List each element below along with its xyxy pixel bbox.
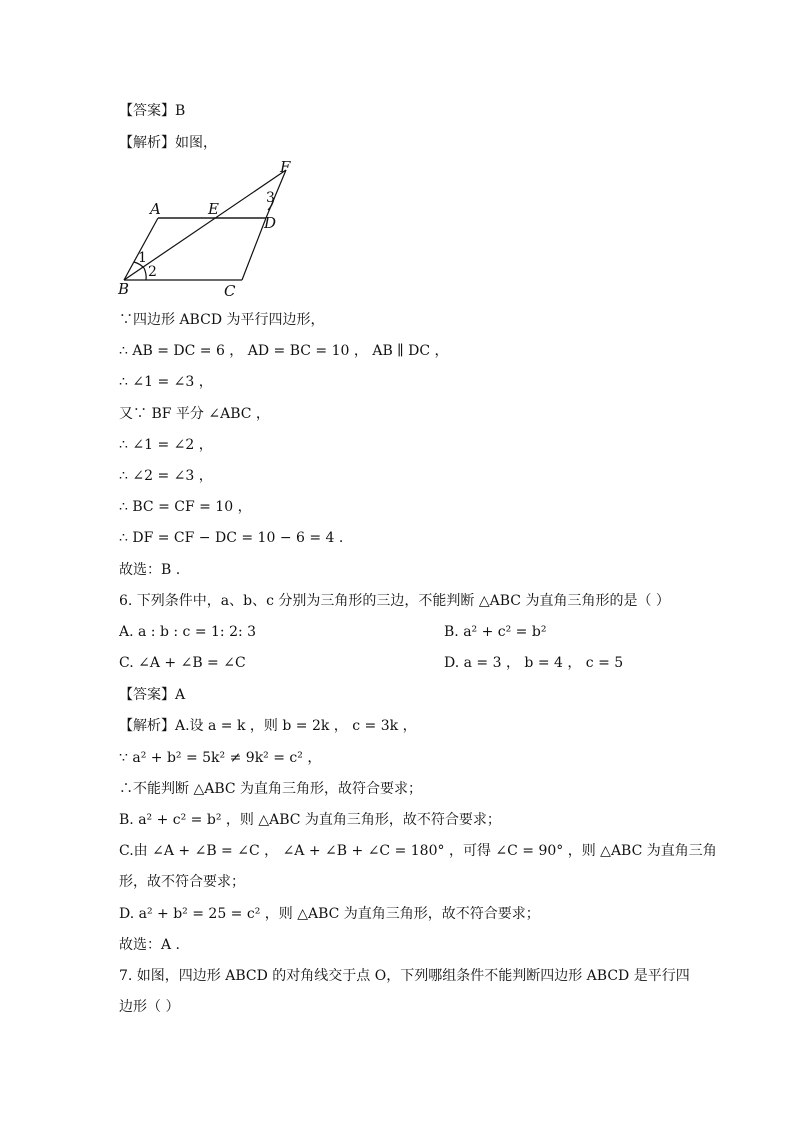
analysis-intro-q5: 【解析】如图， [119,135,217,151]
q5-step-2: ∴ AB = DC = 6 ， AD = BC = 10 ， AB ∥ DC ， [119,343,449,359]
q7-question-line-1: 7. 如图，四边形 ABCD 的对角线交于点 O，下列哪组条件不能判断四边形 ABCD 是平行四 [119,968,690,984]
q6-option-c: C. ∠A + ∠B = ∠C [119,655,246,671]
q6-option-b: B. a² + c² = b² [444,624,547,640]
label-e: E [208,200,219,218]
q5-step-3: ∴ ∠1 = ∠3 ， [119,374,213,390]
q6-analysis-5: C.由 ∠A + ∠B = ∠C ， ∠A + ∠B + ∠C = 180° ，可得 ∠C = 90° ，则 △ABC 为直角三角 [119,843,717,859]
answer-q6: 【答案】A [119,687,186,703]
q6-analysis-4: B. a² + c² = b² ，则 △ABC 为直角三角形，故不符合要求； [119,812,501,828]
q6-analysis-6: 形，故不符合要求； [119,874,245,890]
q5-step-8: ∴ DF = CF − DC = 10 − 6 = 4 . [119,530,344,546]
q5-step-1: ∵四边形 ABCD 为平行四边形， [119,312,325,328]
q6-analysis-7: D. a² + b² = 25 = c² ，则 △ABC 为直角三角形，故不符合要求； [119,906,540,922]
label-angle-3: 3 [266,190,275,206]
label-f: F [280,158,291,176]
label-angle-2: 2 [148,264,157,280]
side-cd [242,218,266,280]
q6-option-a: A. a : b : c = 1: 2: 3 [119,624,257,640]
answer-q5: 【答案】B [119,103,186,119]
label-c: C [224,282,236,300]
q6-analysis-1: 【解析】A.设 a = k ，则 b = 2k ， c = 3k ， [119,718,417,734]
q6-conclusion: 故选：A . [119,937,181,953]
q5-step-6: ∴ ∠2 = ∠3 ， [119,468,213,484]
q7-question-line-2: 边形（ ） [119,999,180,1015]
label-d: D [264,214,277,232]
q5-step-5: ∴ ∠1 = ∠2 ， [119,437,213,453]
label-b: B [118,280,130,298]
q5-step-4: 又∵ BF 平分 ∠ABC ， [119,406,270,422]
label-angle-1: 1 [138,250,147,266]
q6-option-d: D. a = 3 ， b = 4 ， c = 5 [444,655,624,671]
q6-question: 6. 下列条件中，a、b、c 分别为三角形的三边，不能判断 △ABC 为直角三角形的是（ ） [119,593,670,609]
label-a: A [150,200,161,218]
q5-step-7: ∴ BC = CF = 10 ， [119,499,252,515]
q6-analysis-2: ∵ a² + b² = 5k² ≠ 9k² = c² ， [119,750,322,766]
q5-conclusion: 故选：B . [119,562,181,578]
parallelogram-figure [110,158,310,300]
q6-analysis-3: ∴不能判断 △ABC 为直角三角形，故符合要求； [119,781,423,797]
angle-arc-2 [144,268,146,280]
